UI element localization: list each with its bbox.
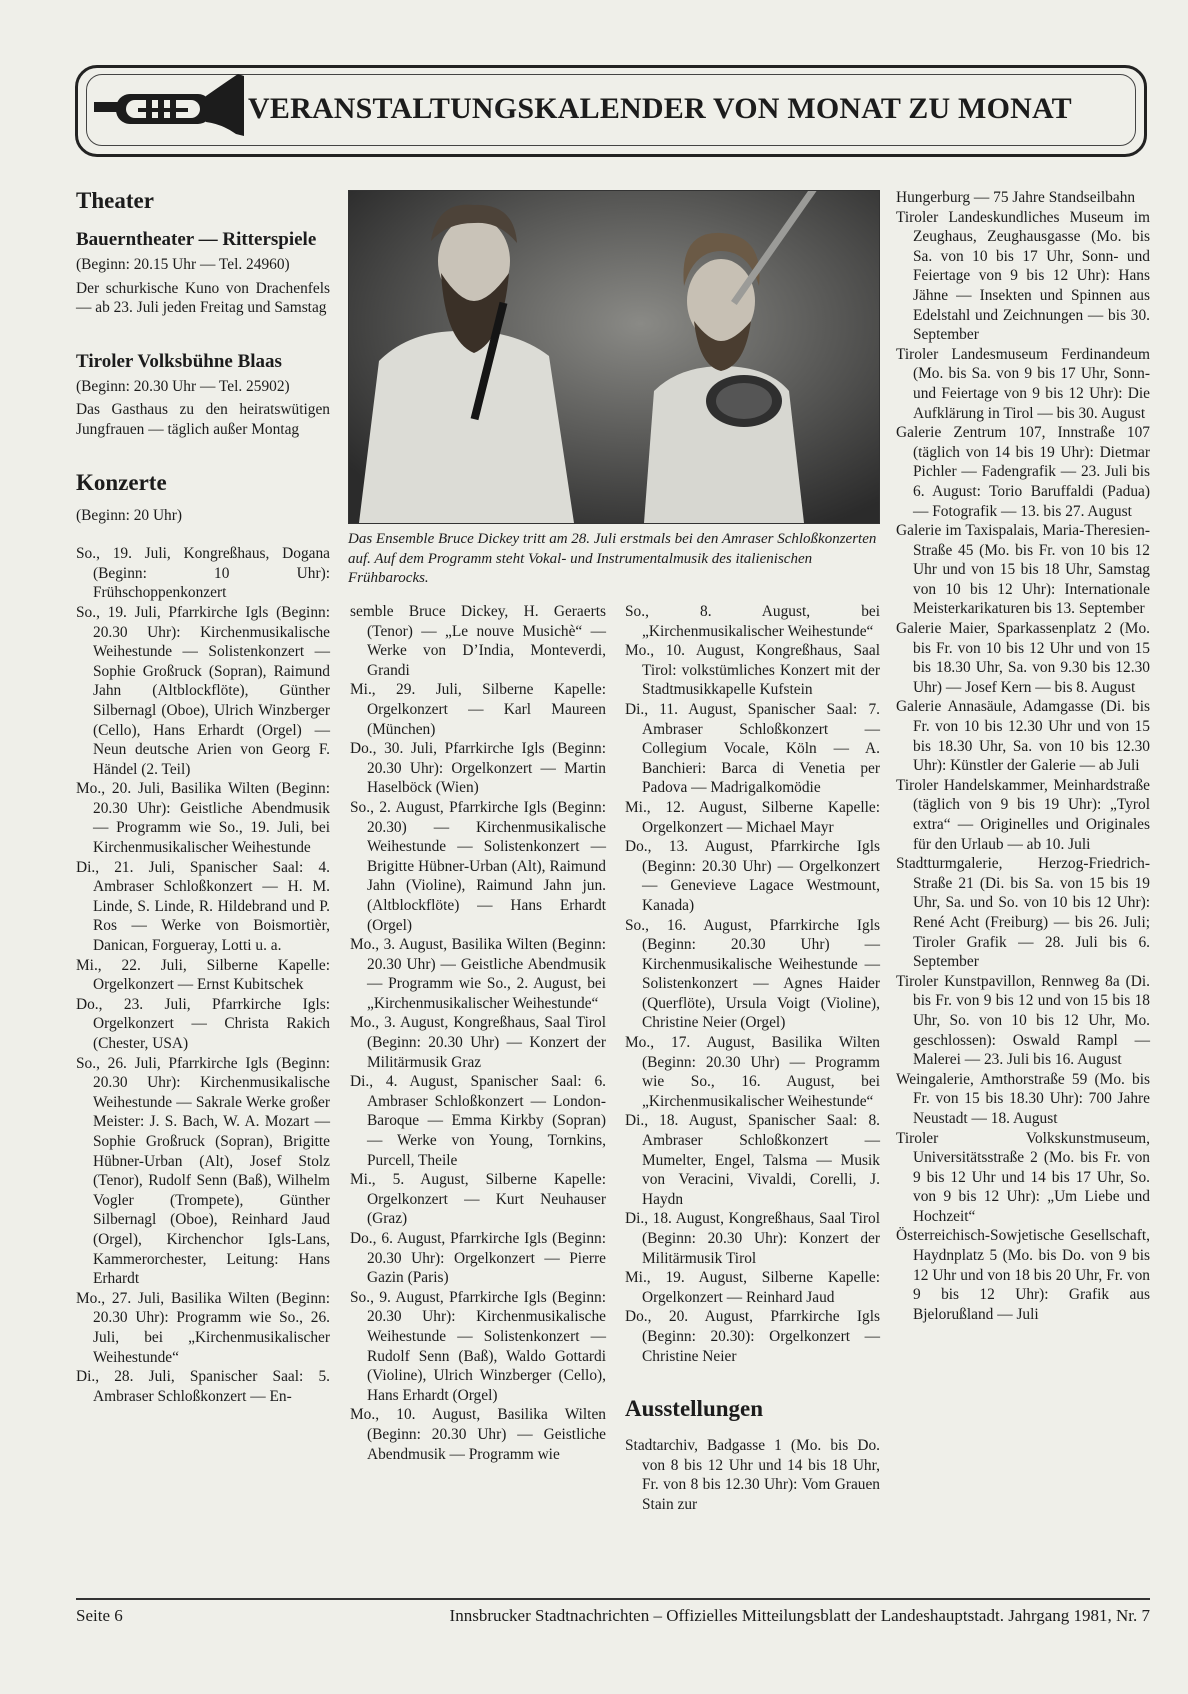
event-entry: Mi., 22. Juli, Silberne Kapelle: Orgelkonzert — Ernst Kubitschek [76,956,330,994]
event-entry: So., 9. August, Pfarrkirche Igls (Beginn: 20.30 Uhr): Kirchenmusikalische Weihestunde — Solistenkonzert — Rudolf Senn (Baß), Waldo Gottardi (Violine), Ulrich Winzberger (Cello), Hans Erhardt (Orgel) [350,1288,606,1404]
event-entry: So., 8. August, bei „Kirchenmusikalischer Weihestunde“ [625,603,880,640]
exhibition-entry: Galerie Annasäule, Adamgasse (Di. bis Fr. von 10 bis 12.30 Uhr und von 15 bis 18.30 Uhr, Sa. von 10 bis 12.30 Uhr): Künstler der Galerie — ab Juli [896,698,1150,775]
page-number: Seite 6 [76,1606,123,1625]
event-entry: Mo., 10. August, Basilika Wilten (Beginn: 20.30 Uhr) — Geistliche Abendmusik — Programm wie [350,1406,606,1463]
column-2 [350,602,606,1464]
venue-text: Das Gasthaus zu den heiratswütigen Jungfrauen — täglich außer Montag [76,401,330,438]
exhibition-entry: Tiroler Volkskunstmuseum, Universitätsstraße 2 (Mo. bis Fr. von 9 bis 12 Uhr und 14 bis 17 Uhr, So. von 9 bis 12 Uhr): „Um Liebe und Hochzeit“ [896,1129,1150,1225]
event-entry: Di., 18. August, Kongreßhaus, Saal Tirol (Beginn: 20.30 Uhr): Konzert der Militärmusik Tirol [625,1210,880,1267]
ensemble-photo [348,190,880,524]
footer-divider [76,1598,1150,1600]
event-entry: So., 19. Juli, Pfarrkirche Igls (Beginn: 20.30 Uhr): Kirchenmusikalische Weihestunde — Solistenkonzert — Sophie Großruck (Sopran), Raimund Jahn (Altblockflöte), Günther Silbernagl (Oboe), Ulrich Winzberger (Cello), Hans Erhardt (Orgel) — Neun deutsche Arien von Georg F. Händel (2. Teil) [76,603,330,778]
event-entry: Di., 18. August, Spanischer Saal: 8. Ambraser Schloßkonzert — Mumelter, Engel, Talsma — Musik von Veracini, Vivaldi, Corelli, J. Haydn [625,1112,880,1208]
event-entry: Do., 13. August, Pfarrkirche Igls (Beginn: 20.30 Uhr) — Orgelkonzert — Genevieve Lagace Westmount, Kanada) [625,838,880,914]
section-heading-theater: Theater [76,188,154,213]
event-entry: Do., 30. Juli, Pfarrkirche Igls (Beginn: 20.30 Uhr): Orgelkonzert — Martin Haselböck (Wien) [350,740,606,797]
event-entry: So., 19. Juli, Kongreßhaus, Dogana (Beginn: 10 Uhr): Frühschoppenkonzert [76,545,330,602]
venue-info: (Beginn: 20.15 Uhr — Tel. 24960) [76,256,290,273]
venue-heading-bauerntheater: Bauerntheater — Ritterspiele [76,229,317,250]
event-entry: So., 26. Juli, Pfarrkirche Igls (Beginn: 20.30 Uhr): Kirchenmusikalische Weihestunde — Sakrale Werke großer Meister: J. S. Bach, W. A. Mozart — Sophie Großruck (Sopran), Brigitte Hübner-Urban (Alt), Josef Stolz (Tenor), Rudolf Senn (Baß), Wilhelm Vogler (Trompete), Günther Silbernagl (Oboe), Reinhard Jaud (Orgel), Kirchenchor Igls-Lans, Kammerorchester, Leitung: Hans Erhardt [76,1054,330,1288]
ensemble-photo-image [349,191,879,523]
column-3 [625,602,880,1515]
section-heading-konzerte: Konzerte [76,469,167,495]
exhibition-entry: Stadtturmgalerie, Herzog-Friedrich-Straße 21 (Di. bis Sa. von 15 bis 19 Uhr, Sa. und So. von 10 bis 12 Uhr): René Acht (Freiburg) — bis 26. Juli; Tiroler Grafik — 28. Juli bis 6. September [896,855,1150,971]
event-entry: So., 2. August, Pfarrkirche Igls (Beginn: 20.30) — Kirchenmusikalische Weihestunde — Solistenkonzert — Brigitte Hübner-Urban (Alt), Raimund Jahn (Violine), Raimund Jahn jun. (Altblockflöte) — Hans Erhardt (Orgel) [350,798,606,934]
event-entry: Mi., 12. August, Silberne Kapelle: Orgelkonzert — Michael Mayr [625,798,880,836]
exhibition-entry: Tiroler Handelskammer, Meinhardstraße (täglich von 9 bis 19 Uhr): „Tyrol extra“ — Originelles und Originales für den Urlaub — ab 10. Juli [896,776,1150,853]
event-entry: Mo., 20. Juli, Basilika Wilten (Beginn: 20.30 Uhr): Geistliche Abendmusik — Programm wie So., 19. Juli, bei Kirchenmusikalischer Weihestunde [76,780,330,857]
event-entry: Mi., 29. Juli, Silberne Kapelle: Orgelkonzert — Karl Maureen (München) [350,681,606,738]
photo-caption: Das Ensemble Bruce Dickey tritt am 28. Juli erstmals bei den Amraser Schloßkonzerten auf. Auf dem Programm steht Vokal- und Instrumentalmusik des italienischen Frühbarocks. [348,531,877,586]
event-entry: Di., 21. Juli, Spanischer Saal: 4. Ambraser Schloßkonzert — H. M. Linde, S. Linde, R. Hildebrand und P. Ros — Werke von Boismortièr, Danican, Forgueray, Lotti u. a. [76,858,330,955]
exhibition-entry: Weingalerie, Amthorstraße 59 (Mo. bis Fr. von 15 bis 18.30 Uhr): 700 Jahre Neustadt — 18. August [896,1070,1150,1127]
event-entry: Do., 20. August, Pfarrkirche Igls (Beginn: 20.30): Orgelkonzert — Christine Neier [625,1308,880,1365]
event-entry: Mo., 3. August, Kongreßhaus, Saal Tirol (Beginn: 20.30 Uhr) — Konzert der Militärmusik Graz [350,1014,606,1071]
venue-text: Der schurkische Kuno von Drachenfels — ab 23. Juli jeden Freitag und Samstag [76,279,330,317]
exhibition-entry: Galerie Maier, Sparkassenplatz 2 (Mo. bis Fr. von 10 bis 12 Uhr und von 15 bis 18.30 Uhr, Sa. von 9.30 bis 12.30 Uhr) — Josef Kern — bis 8. August [896,620,1150,696]
tuba-logo-icon [86,72,246,144]
konzerte-info: (Beginn: 20 Uhr) [76,506,183,524]
venue-heading-volksbuehne: Tiroler Volksbühne Blaas [76,350,282,372]
event-entry: Mo., 27. Juli, Basilika Wilten (Beginn: 20.30 Uhr): Programm wie So., 26. Juli, bei „Kirchenmusikalischer Weihestunde“ [76,1289,330,1366]
exhibition-entry: Österreichisch-Sowjetische Gesellschaft, Haydnplatz 5 (Mo. bis Do. von 9 bis 12 Uhr und von 18 bis 20 Uhr, Fr. von 9 bis 12 Uhr): Grafik aus Bjelorußland — Juli [896,1227,1150,1323]
exhibition-entry: Tiroler Kunstpavillon, Rennweg 8a (Di. bis Fr. von 9 bis 12 und von 15 bis 18 Uhr, So. von 10 bis 12 Uhr, Mo. geschlossen): Oswald Rampl — Malerei — 23. Juli bis 16. August [896,972,1150,1069]
event-entry: semble Bruce Dickey, H. Geraerts (Tenor) — „Le nouve Musichè“ — Werke von D’India, Monteverdi, Grandi [350,603,606,679]
event-entry: Mi., 5. August, Silberne Kapelle: Orgelkonzert — Kurt Neuhauser (Graz) [350,1171,606,1228]
event-entry: Mo., 17. August, Basilika Wilten (Beginn: 20.30 Uhr) — Programm wie So., 16. August, bei „Kirchenmusikalischer Weihestunde“ [625,1034,880,1110]
event-entry: Mo., 10. August, Kongreßhaus, Saal Tirol: volkstümliches Konzert mit der Stadtmusikkapelle Kufstein [625,642,880,699]
event-entry: Mo., 3. August, Basilika Wilten (Beginn: 20.30 Uhr) — Geistliche Abendmusik — Programm wie So., 2. August, bei „Kirchenmusikalischer Weihestunde“ [350,936,606,1012]
exhibition-entry: Galerie im Taxispalais, Maria-Theresien-Straße 45 (Mo. bis Fr. von 10 bis 12 Uhr und von 15 bis 18 Uhr, Samstag von 10 bis 12 Uhr): Internationale Meisterkarikaturen bis 13. September [896,522,1150,618]
column-4 [896,188,1150,1324]
event-entry: Mi., 19. August, Silberne Kapelle: Orgelkonzert — Reinhard Jaud [625,1269,880,1306]
exhibition-entry: Stadtarchiv, Badgasse 1 (Mo. bis Do. von 8 bis 12 Uhr und 14 bis 18 Uhr, Fr. von 8 bis 12.30 Uhr): Vom Grauen Stain zur [625,1437,880,1513]
page-title: VERANSTALTUNGSKALENDER VON MONAT ZU MONAT [248,92,1072,125]
column-1 [76,188,330,1406]
event-entry: Di., 11. August, Spanischer Saal: 7. Ambraser Schloßkonzert — Collegium Vocale, Köln — A. Banchieri: Barca di Venetia per Padova — Madrigalkomödie [625,700,880,797]
exhibition-entry: Tiroler Landesmuseum Ferdinandeum (Mo. bis Sa. von 9 bis 17 Uhr, Sonn- und Feiertage von 9 bis 12 Uhr): Die Aufklärung in Tirol — bis 30. August [896,345,1150,422]
event-entry: Do., 23. Juli, Pfarrkirche Igls: Orgelkonzert — Christa Rakich (Chester, USA) [76,995,330,1052]
publication-line: Innsbrucker Stadtnachrichten – Offizielles Mitteilungsblatt der Landeshauptstadt. Jahrgang 1981, Nr. 7 [449,1606,1150,1625]
venue-info: (Beginn: 20.30 Uhr — Tel. 25902) [76,377,290,395]
exhibition-entry: Galerie Zentrum 107, Innstraße 107 (täglich von 14 bis 19 Uhr): Dietmar Pichler — Fadengrafik — 23. Juli bis 6. August: Torio Baruffaldi (Padua) — Fotografik — 13. bis 27. August [896,424,1150,520]
event-entry: So., 16. August, Pfarrkirche Igls (Beginn: 20.30 Uhr) — Kirchenmusikalische Weihestunde — Solistenkonzert — Agnes Haider (Querflöte), Ursula Voigt (Violine), Christine Neier (Orgel) [625,916,880,1032]
event-entry: Di., 28. Juli, Spanischer Saal: 5. Ambraser Schloßkonzert — En- [76,1368,330,1405]
exhibition-entry: Hungerburg — 75 Jahre Standseilbahn [896,189,1136,206]
event-entry: Di., 4. August, Spanischer Saal: 6. Ambraser Schloßkonzert — London-Baroque — Emma Kirkby (Sopran) — Werke von Young, Tornkins, Purcell, Theile [350,1073,606,1169]
event-entry: Do., 6. August, Pfarrkirche Igls (Beginn: 20.30 Uhr): Orgelkonzert — Pierre Gazin (Paris) [350,1230,606,1287]
section-heading-ausstellungen: Ausstellungen [625,1396,764,1422]
exhibition-entry: Tiroler Landeskundliches Museum im Zeughaus, Zeughausgasse (Mo. bis Sa. von 10 bis 17 Uhr, Sonn- und Feiertage von 9 bis 12 Uhr): Hans Jähne — Insekten und Spinnen aus Edelstahl und Zeichnungen — bis 30. September [896,208,1150,344]
